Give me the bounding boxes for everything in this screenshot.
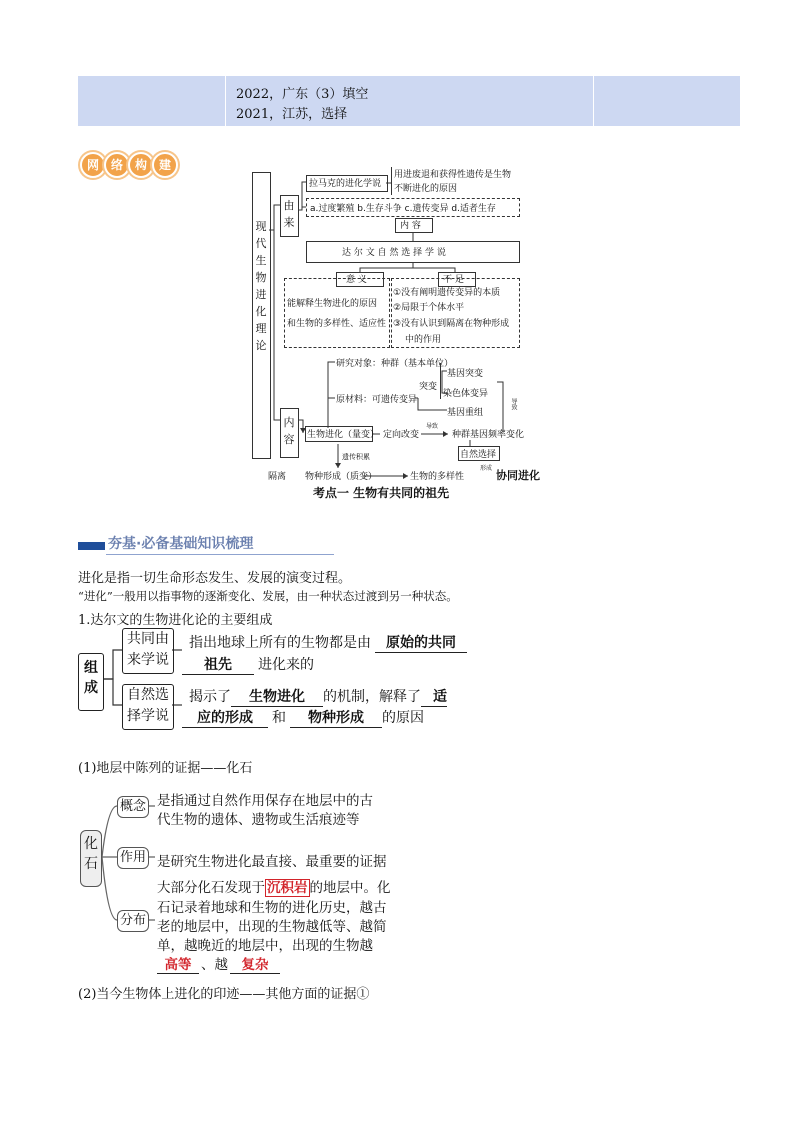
dist-3: 老的地层中，出现的生物越低等、越简 <box>157 919 387 935</box>
lack-3: ③没有认识到隔离在物种形成 <box>393 319 510 329</box>
lamarck-note-1: 用进废退和获得性遗传是生物 <box>394 170 512 180</box>
concept-label: 概念 <box>119 799 146 814</box>
compose-label: 组成 <box>84 660 98 696</box>
item-1: 1.达尔文的生物进化论的主要组成 <box>78 613 273 628</box>
research-object: 研究对象：种群（基本单位） <box>336 359 454 369</box>
leads-label-2: 导致 <box>510 398 517 410</box>
origin-label: 由来 <box>283 199 295 229</box>
diversity-label: 生物的多样性 <box>410 472 465 482</box>
dist-answer-1: 沉积岩 <box>267 880 308 896</box>
role-box <box>117 847 149 869</box>
dist-1a: 大部分化石发现于 <box>157 880 265 896</box>
chromosome-variation: 染色体变异 <box>443 389 489 399</box>
nat-answer-1: 生物进化 <box>231 686 323 707</box>
concept-1: 是指通过自然作用保存在地层中的古 <box>157 793 373 809</box>
nat-text-b: 的机制，解释了 <box>323 689 421 705</box>
forms-label: 形成 <box>480 465 493 472</box>
section-title: 夯基·必备基础知识梳理 <box>108 536 254 552</box>
badge-char-2: 络 <box>104 152 130 178</box>
dist-answer-3: 复杂 <box>230 953 280 974</box>
nat-text-c: 和 <box>272 710 286 726</box>
mutation: 突变 <box>419 382 438 392</box>
nat-answer-3: 物种形成 <box>290 707 382 728</box>
meaning-1: 能解释生物进化的原因 <box>287 299 378 309</box>
fossil-heading: (1)地层中陈列的证据——化石 <box>78 761 253 776</box>
dist-5 <box>157 953 280 974</box>
freq-label: 种群基因频率变化 <box>452 430 525 440</box>
lack-1: ①没有阐明遗传变异的本质 <box>393 288 501 298</box>
distribution-box <box>117 910 149 932</box>
evolution-label: 生物进化（量变） <box>307 430 380 440</box>
nat-text-d: 的原因 <box>382 710 424 726</box>
common-1: 共同由 <box>127 631 169 647</box>
content-label: 内 容 <box>400 221 421 231</box>
fossil-label: 化石 <box>84 836 98 872</box>
lack-label: 不 足 <box>443 275 464 285</box>
nat-text-a: 揭示了 <box>189 689 231 705</box>
common-2: 来学说 <box>127 652 169 668</box>
darwin-steps: a.过度繁殖 b.生存斗争 c.遗传变异 d.适者生存 <box>310 204 496 214</box>
common-answer-b: 祖先 <box>182 654 254 675</box>
exam-line-2: 2021，江苏，选择 <box>236 107 348 122</box>
content2-label: 内容 <box>283 416 295 446</box>
leads-label: 导致 <box>426 423 439 430</box>
common-text-b: 进化来的 <box>258 657 314 673</box>
nat-answer-2a: 适 <box>421 686 447 707</box>
concept-2: 代生物的遗体、遗物或生活痕迹等 <box>157 812 360 828</box>
distribution-label: 分布 <box>119 913 146 928</box>
gene-mutation: 基因突变 <box>447 369 484 379</box>
dist-2: 石记录着地球和生物的进化历史，越古 <box>157 900 387 916</box>
lack-4: 中的作用 <box>405 335 442 345</box>
badge-char-1: 网 <box>80 152 106 178</box>
natural-1: 自然选 <box>127 687 169 703</box>
fossil-box <box>80 830 102 887</box>
dist-1b: 的地层中。化 <box>309 880 391 896</box>
gene-recombination: 基因重组 <box>447 408 484 418</box>
raw-material: 原材料：可遗传变异 <box>336 395 418 405</box>
darwin-label: 达 尔 文 自 然 选 择 学 说 <box>342 248 446 258</box>
badge-char-3: 构 <box>128 152 154 178</box>
dist-mid: 、越 <box>201 957 228 973</box>
role-text: 是研究生物进化最直接、最重要的证据 <box>157 854 387 870</box>
dist-1 <box>157 876 391 896</box>
dist-answer-2: 高等 <box>157 953 199 974</box>
common-text-a: 指出地球上所有的生物都是由 <box>189 635 371 651</box>
natural-2: 择学说 <box>127 708 169 724</box>
natural-sel-label: 自然选择 <box>460 450 497 460</box>
common-answer-a: 原始的共同 <box>375 632 467 653</box>
role-label: 作用 <box>119 850 146 865</box>
direction-label: 定向改变 <box>383 430 420 440</box>
isolation-label: 隔离 <box>268 472 287 482</box>
lamarck-note-2: 不断进化的原因 <box>394 184 458 194</box>
meaning-2: 和生物的多样性、适应性 <box>287 319 387 329</box>
concept-box <box>117 796 149 818</box>
meaning-label: 意 义 <box>346 275 367 285</box>
lack-2: ②局限于个体水平 <box>393 303 465 313</box>
diagram-caption: 考点一 生物有共同的祖先 <box>313 486 450 500</box>
speciation-label: 物种形成（质变） <box>305 472 378 482</box>
accumulation-label: 遗传积累 <box>342 453 370 461</box>
diagram-root-label: 现代生物进化理论 <box>255 220 267 352</box>
coevolution-label: 协同进化 <box>496 469 540 482</box>
intro-2: “进化”一般用以指事物的逐渐变化、发展，由一种状态过渡到另一种状态。 <box>78 589 458 603</box>
dist-4: 单，越晚近的地层中，出现的生物越 <box>157 938 373 954</box>
lamarck-label: 拉马克的进化学说 <box>309 179 382 189</box>
other-evidence-heading: (2)当今生物体上进化的印迹——其他方面的证据① <box>78 987 370 1002</box>
badge-char-4: 建 <box>152 152 178 178</box>
nat-answer-2b: 应的形成 <box>182 707 268 728</box>
exam-line-1: 2022，广东（3）填空 <box>236 87 369 102</box>
intro-1: 进化是指一切生命形态发生、发展的演变过程。 <box>78 571 352 586</box>
